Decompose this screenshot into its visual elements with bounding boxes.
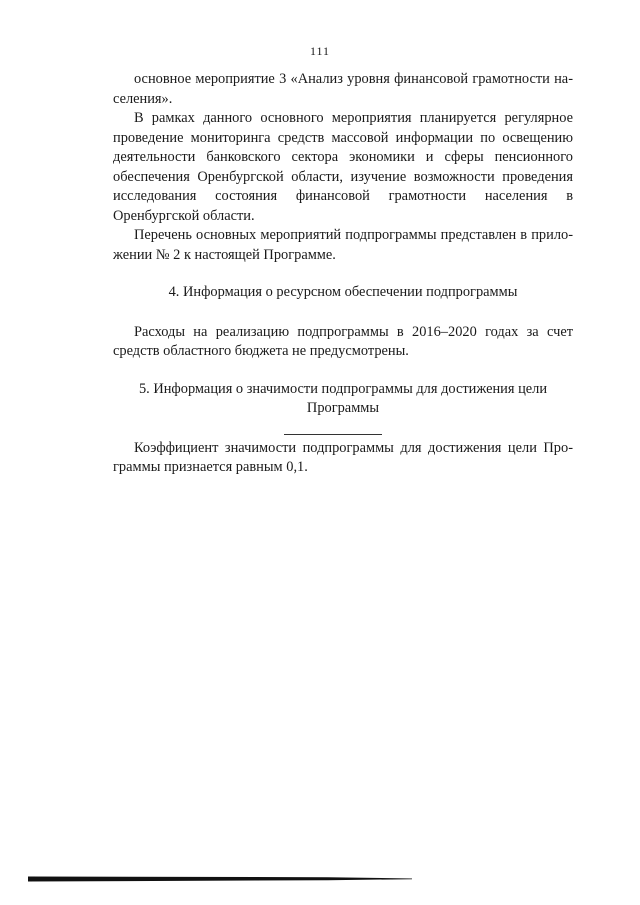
document-body <box>113 70 573 478</box>
spacer <box>113 265 573 283</box>
spacer <box>113 419 573 439</box>
section-4-heading: 4. Информация о ресурсном обеспечении подпрограммы <box>168 284 518 300</box>
paragraph-monitoring: В рамках данного основного мероприятия планируется регулярное проведение мониторинга средств массовой информации по освещению деятельности банковского сектора экономики и сферы пенсионного обеспечения Оренбургской области, изучение возможности проведения исследования состояния финансовой грамотности населения в Оренбургской области. <box>113 110 573 224</box>
section-5-heading-line-1: 5. Информация о значимости подпрограммы для достижения цели <box>138 380 548 397</box>
section-4-text: Расходы на реализацию подпрограммы в 2016–2020 годах за счет средств областного бюджета не предусмотрены. <box>113 323 573 359</box>
spacer <box>113 303 573 323</box>
section-5-text: Коэффициент значимости подпрограммы для достижения цели Программы признается равным 0,1. <box>113 439 573 475</box>
end-of-text-rule <box>284 434 382 435</box>
paragraph-activity-3: основное мероприятие 3 «Анализ уровня финансовой грамотности населения». <box>113 71 573 107</box>
page-number: 111 <box>309 44 331 58</box>
scan-edge-mark <box>28 875 412 883</box>
spacer <box>113 362 573 380</box>
section-5-heading-line-2: Программы <box>306 400 380 416</box>
paragraph-activities-list: Перечень основных мероприятий подпрограммы представлен в приложении № 2 к настоящей Программе. <box>113 227 573 263</box>
